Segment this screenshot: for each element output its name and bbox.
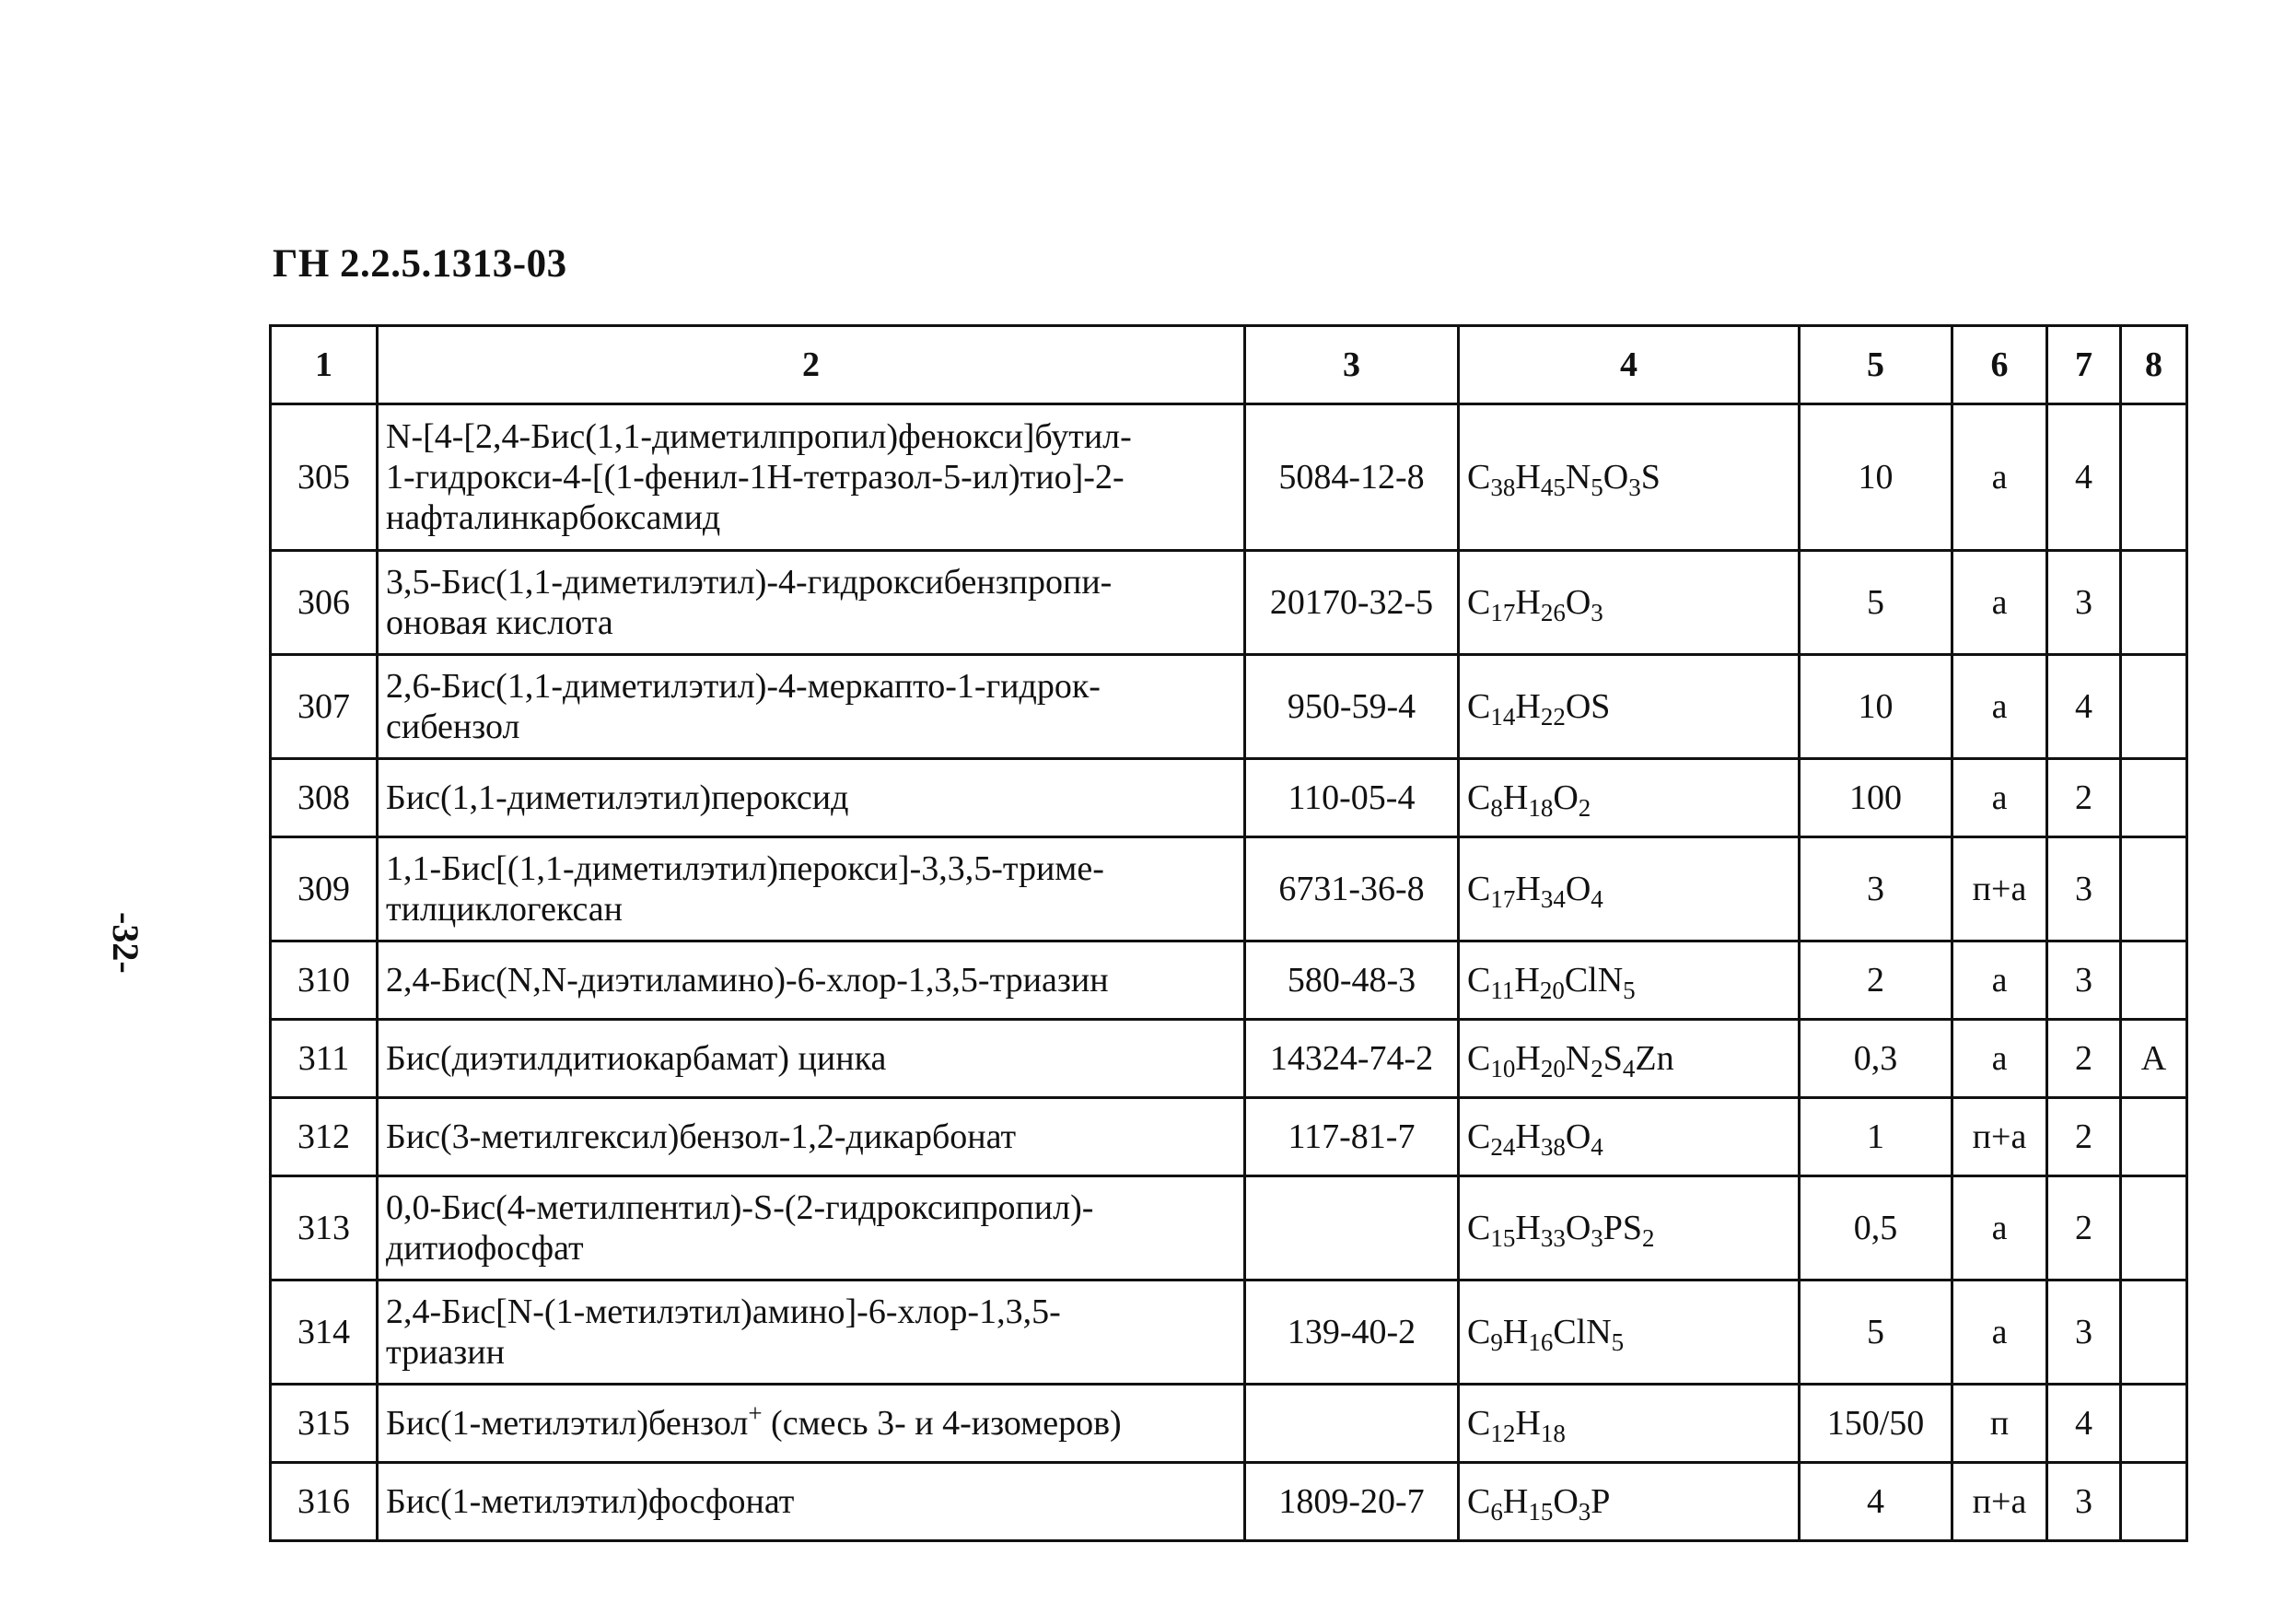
- aggregate-state: п+а: [1952, 1098, 2047, 1176]
- row-number: 316: [271, 1463, 378, 1541]
- table-row: [271, 1176, 2187, 1280]
- page-number: -32-: [105, 912, 146, 974]
- aggregate-state: п: [1952, 1385, 2047, 1463]
- substance-name: Бис(1-метилэтил)фосфонат: [378, 1463, 1245, 1541]
- aggregate-state: a: [1952, 1020, 2047, 1098]
- substances-table: [269, 324, 2188, 1542]
- table-row: [271, 1280, 2187, 1385]
- chemical-formula: $C_{11}H_{20}ClN_5$: [1459, 941, 1800, 1020]
- substance-name: Бис(1-метилэтил)бензол+ (смесь 3- и 4-изомеров): [378, 1385, 1245, 1463]
- note: [2121, 1280, 2187, 1385]
- cas-number: [1245, 1385, 1459, 1463]
- substance-name: Бис(3-метилгексил)бензол-1,2-дикарбонат: [378, 1098, 1245, 1176]
- column-header: 8: [2121, 326, 2187, 404]
- cas-number: 117-81-7: [1245, 1098, 1459, 1176]
- table-row: [271, 1463, 2187, 1541]
- aggregate-state: a: [1952, 551, 2047, 655]
- aggregate-state: п+а: [1952, 837, 2047, 941]
- hazard-class: 4: [2047, 1385, 2121, 1463]
- table-row: [271, 759, 2187, 837]
- limit-value: 3: [1800, 837, 1952, 941]
- substance-name: 2,6-Бис(1,1-диметилэтил)-4-меркапто-1-гидрок- сибензол: [378, 655, 1245, 759]
- row-number: 314: [271, 1280, 378, 1385]
- chemical-formula: $C_{15}H_{33}O_3PS_2$: [1459, 1176, 1800, 1280]
- substance-name: N-[4-[2,4-Бис(1,1-диметилпропил)фенокси]бутил- 1-гидрокси-4-[(1-фенил-1Н-тетразол-5-ил)тио]-2- нафталинкарбоксамид: [378, 404, 1245, 551]
- row-number: 305: [271, 404, 378, 551]
- aggregate-state: a: [1952, 1176, 2047, 1280]
- limit-value: 0,3: [1800, 1020, 1952, 1098]
- cas-number: 6731-36-8: [1245, 837, 1459, 941]
- row-number: 310: [271, 941, 378, 1020]
- limit-value: 5: [1800, 1280, 1952, 1385]
- table-row: [271, 655, 2187, 759]
- hazard-class: 3: [2047, 1463, 2121, 1541]
- row-number: 315: [271, 1385, 378, 1463]
- row-number: 307: [271, 655, 378, 759]
- cas-number: 110-05-4: [1245, 759, 1459, 837]
- column-header: 3: [1245, 326, 1459, 404]
- hazard-class: 3: [2047, 837, 2121, 941]
- limit-value: 1: [1800, 1098, 1952, 1176]
- substance-name: 1,1-Бис[(1,1-диметилэтил)перокси]-3,3,5-триме- тилциклогексан: [378, 837, 1245, 941]
- note: [2121, 404, 2187, 551]
- table-row: [271, 404, 2187, 551]
- hazard-class: 2: [2047, 1020, 2121, 1098]
- chemical-formula: $C_{14}H_{22}OS$: [1459, 655, 1800, 759]
- cas-number: 950-59-4: [1245, 655, 1459, 759]
- chemical-formula: $C_{12}H_{18}$: [1459, 1385, 1800, 1463]
- limit-value: 10: [1800, 404, 1952, 551]
- chemical-formula: $C_9H_{16}ClN_5$: [1459, 1280, 1800, 1385]
- hazard-class: 4: [2047, 404, 2121, 551]
- substance-name: 0,0-Бис(4-метилпентил)-S-(2-гидроксипропил)- дитиофосфат: [378, 1176, 1245, 1280]
- aggregate-state: п+а: [1952, 1463, 2047, 1541]
- note: [2121, 655, 2187, 759]
- hazard-class: 4: [2047, 655, 2121, 759]
- substance-name: 2,4-Бис(N,N-диэтиламино)-6-хлор-1,3,5-триазин: [378, 941, 1245, 1020]
- chemical-formula: $C_{24}H_{38}O_4$: [1459, 1098, 1800, 1176]
- row-number: 311: [271, 1020, 378, 1098]
- note: А: [2121, 1020, 2187, 1098]
- cas-number: [1245, 1176, 1459, 1280]
- note: [2121, 759, 2187, 837]
- column-header: 6: [1952, 326, 2047, 404]
- aggregate-state: a: [1952, 941, 2047, 1020]
- note: [2121, 1098, 2187, 1176]
- limit-value: 100: [1800, 759, 1952, 837]
- cas-number: 1809-20-7: [1245, 1463, 1459, 1541]
- chemical-formula: $C_6H_{15}O_3P$: [1459, 1463, 1800, 1541]
- chemical-formula: $C_{10}H_{20}N_2S_4Zn$: [1459, 1020, 1800, 1098]
- hazard-class: 3: [2047, 1280, 2121, 1385]
- limit-value: 10: [1800, 655, 1952, 759]
- chemical-formula: $C_{17}H_{34}O_4$: [1459, 837, 1800, 941]
- table-row: [271, 551, 2187, 655]
- table-header-row: [271, 326, 2187, 404]
- column-header: 1: [271, 326, 378, 404]
- table-row: [271, 1098, 2187, 1176]
- limit-value: 150/50: [1800, 1385, 1952, 1463]
- hazard-class: 2: [2047, 759, 2121, 837]
- substance-name: 3,5-Бис(1,1-диметилэтил)-4-гидроксибензпропи- оновая кислота: [378, 551, 1245, 655]
- substance-name: Бис(1,1-диметилэтил)пероксид: [378, 759, 1245, 837]
- chemical-formula: $C_{38}H_{45}N_5O_3S$: [1459, 404, 1800, 551]
- row-number: 313: [271, 1176, 378, 1280]
- aggregate-state: a: [1952, 404, 2047, 551]
- cas-number: 580-48-3: [1245, 941, 1459, 1020]
- aggregate-state: a: [1952, 759, 2047, 837]
- hazard-class: 2: [2047, 1098, 2121, 1176]
- row-number: 309: [271, 837, 378, 941]
- column-header: 7: [2047, 326, 2121, 404]
- column-header: 4: [1459, 326, 1800, 404]
- document-code: ГН 2.2.5.1313-03: [273, 242, 567, 286]
- note: [2121, 1176, 2187, 1280]
- table-row: [271, 837, 2187, 941]
- aggregate-state: a: [1952, 1280, 2047, 1385]
- row-number: 308: [271, 759, 378, 837]
- note: [2121, 837, 2187, 941]
- aggregate-state: a: [1952, 655, 2047, 759]
- hazard-class: 3: [2047, 941, 2121, 1020]
- table-row: [271, 1020, 2187, 1098]
- limit-value: 0,5: [1800, 1176, 1952, 1280]
- note: [2121, 551, 2187, 655]
- limit-value: 4: [1800, 1463, 1952, 1541]
- limit-value: 5: [1800, 551, 1952, 655]
- cas-number: 14324-74-2: [1245, 1020, 1459, 1098]
- cas-number: 20170-32-5: [1245, 551, 1459, 655]
- note: [2121, 941, 2187, 1020]
- table-row: [271, 1385, 2187, 1463]
- hazard-class: 2: [2047, 1176, 2121, 1280]
- column-header: 5: [1800, 326, 1952, 404]
- chemical-formula: $C_{17}H_{26}O_3$: [1459, 551, 1800, 655]
- row-number: 312: [271, 1098, 378, 1176]
- note: [2121, 1463, 2187, 1541]
- substance-name: Бис(диэтилдитиокарбамат) цинка: [378, 1020, 1245, 1098]
- table-row: [271, 941, 2187, 1020]
- hazard-class: 3: [2047, 551, 2121, 655]
- note: [2121, 1385, 2187, 1463]
- limit-value: 2: [1800, 941, 1952, 1020]
- substance-name: 2,4-Бис[N-(1-метилэтил)амино]-6-хлор-1,3,5- триазин: [378, 1280, 1245, 1385]
- chemical-formula: $C_8H_{18}O_2$: [1459, 759, 1800, 837]
- column-header: 2: [378, 326, 1245, 404]
- cas-number: 5084-12-8: [1245, 404, 1459, 551]
- row-number: 306: [271, 551, 378, 655]
- cas-number: 139-40-2: [1245, 1280, 1459, 1385]
